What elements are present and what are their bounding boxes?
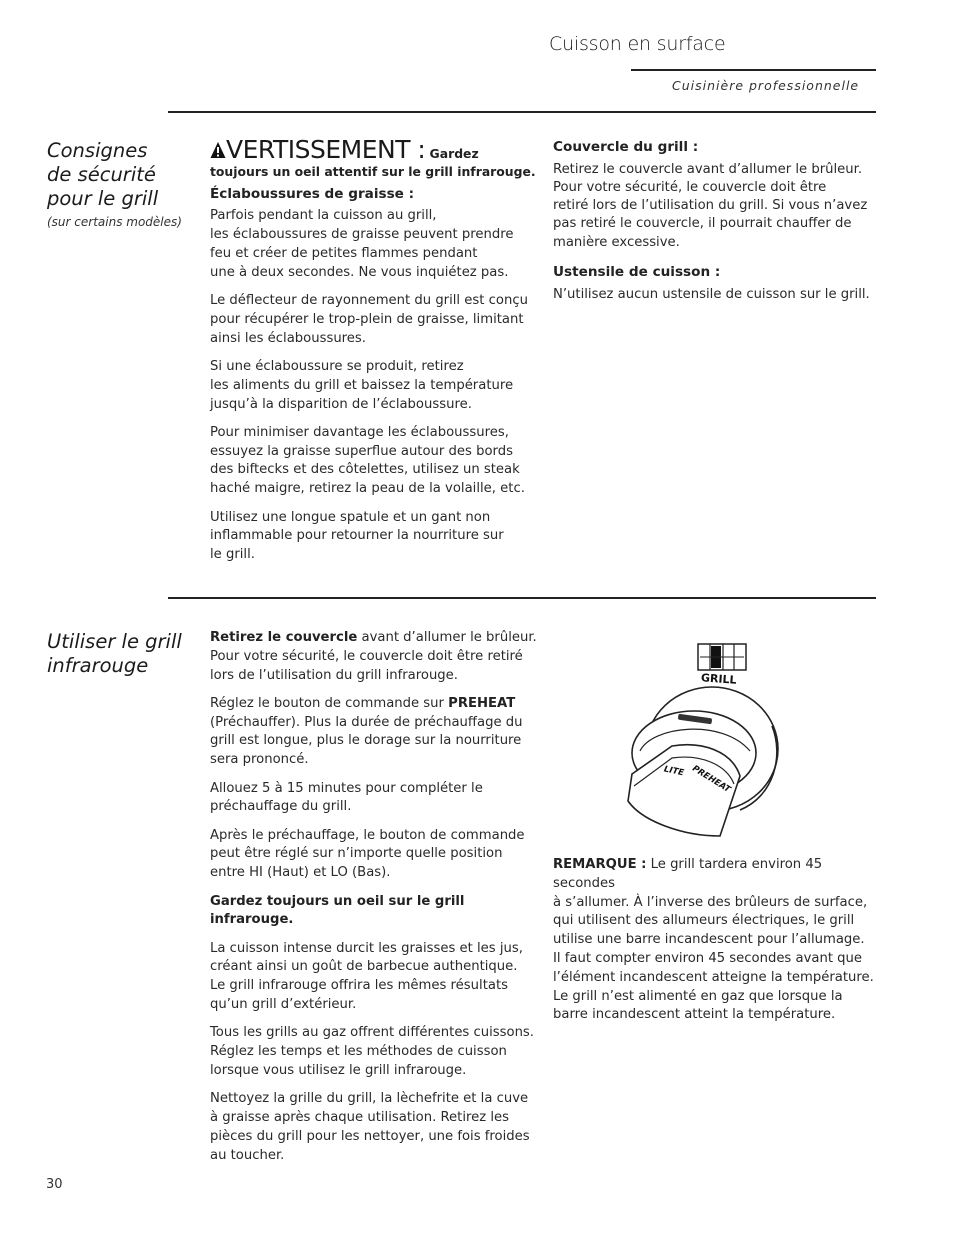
section-divider-1	[168, 111, 876, 113]
grill-indicator-panel	[698, 644, 746, 670]
text-line: Réglez les temps et les méthodes de cuisson	[210, 1044, 507, 1060]
safety-left-column	[210, 137, 540, 574]
header-rule	[631, 69, 876, 71]
text-line: les aliments du grill et baissez la température	[210, 377, 514, 393]
paragraph	[210, 424, 540, 499]
paragraph	[210, 207, 540, 282]
warning-block	[210, 137, 540, 182]
section-title-line: de sécurité	[47, 163, 156, 186]
text-line: Le grill tardera environ 45 secondes	[553, 857, 823, 891]
text-line: Après le préchauffage, le bouton de commande	[210, 827, 525, 843]
text-line: N’utilisez aucun ustensile de cuisson sur le grill.	[553, 286, 870, 302]
text-line: Allouez 5 à 15 minutes pour compléter le	[210, 780, 483, 796]
paragraph	[210, 358, 540, 414]
text-line: Nettoyez la grille du grill, la lèchefrite et la cuve	[210, 1091, 529, 1107]
section-title-line: infrarouge	[47, 654, 149, 677]
section-title-line: Consignes	[47, 139, 148, 162]
text-line: Réglez le bouton de commande sur	[210, 695, 449, 711]
knob-lite-label: LITE	[662, 764, 685, 779]
text-line: avant d’allumer le brûleur.	[357, 630, 537, 645]
text-line: à graisse après chaque utilisation. Retirez les	[210, 1110, 509, 1126]
warning-lead: Gardez	[429, 146, 479, 161]
spatter-heading: Éclaboussures de graisse :	[210, 185, 415, 202]
text-line: Le grill infrarouge offrira les mêmes résultats	[210, 978, 508, 994]
bold-text: Retirez le couvercle	[210, 630, 358, 645]
text-line: Il faut compter environ 45 secondes avant que	[553, 950, 863, 966]
page-header-title: Cuisson en surface	[549, 33, 726, 55]
text-line: au toucher.	[210, 1147, 285, 1163]
text-line: Le déflecteur de rayonnement du grill est conçu	[210, 293, 528, 309]
text-line: retiré lors de l’utilisation du grill. Si vous n’avez	[553, 198, 868, 214]
text-line: (Préchauffer). Plus la durée de préchauffage du	[210, 714, 523, 730]
text-line: les éclaboussures de graisse peuvent prendre	[210, 227, 514, 243]
text-line: peut être réglé sur n’importe quelle position	[210, 846, 503, 862]
text-line: Parfois pendant la cuisson au grill,	[210, 208, 437, 224]
warning-word: VERTISSEMENT :	[226, 135, 426, 164]
text-line: à s’allumer. À l’inverse des brûleurs de surface,	[553, 894, 868, 910]
text-line: des biftecks et des côtelettes, utilisez un steak	[210, 462, 520, 478]
text-line: Utilisez une longue spatule et un gant non	[210, 509, 491, 525]
text-line: Si une éclaboussure se produit, retirez	[210, 358, 464, 374]
text-line: qui utilisent des allumeurs électriques, le grill	[553, 913, 855, 929]
section-title-line: pour le grill	[47, 187, 159, 210]
infrared-note	[553, 856, 883, 1035]
cover-heading: Couvercle du grill :	[553, 139, 699, 155]
panel-label: GRILL	[700, 671, 737, 687]
text-line: Pour votre sécurité, le couvercle doit être	[553, 180, 827, 195]
paragraph	[210, 827, 545, 883]
paragraph	[210, 695, 545, 770]
text-line: lors de l’utilisation du grill infrarouge.	[210, 667, 458, 683]
text-line: préchauffage du grill.	[210, 799, 352, 815]
text-line: feu et créer de petites flammes pendant	[210, 245, 478, 261]
paragraph	[210, 940, 545, 1015]
text-line: Le grill n’est alimenté en gaz que lorsque la	[553, 988, 843, 1004]
bold-text: REMARQUE :	[553, 857, 647, 872]
text-line: pour récupérer le trop-plein de graisse, limitant	[210, 311, 524, 327]
text-line: barre incandescent atteint la température.	[553, 1007, 836, 1023]
paragraph	[553, 161, 883, 252]
utensil-heading: Ustensile de cuisson :	[553, 263, 721, 280]
paragraph	[210, 1090, 545, 1165]
section-title-infrared-grill	[47, 630, 182, 678]
paragraph	[553, 286, 883, 305]
text-line: lorsque vous utilisez le grill infrarouge.	[210, 1062, 467, 1078]
text-line: sera prononcé.	[210, 752, 309, 768]
text-line: créant ainsi un goût de barbecue authentique.	[210, 959, 518, 975]
grill-knob-illustration	[612, 636, 812, 846]
text-line: haché maigre, retirez la peau de la volaille, etc.	[210, 481, 525, 497]
page-header-subtitle: Cuisinière professionnelle	[672, 78, 860, 93]
text-line: jusqu’à la disparition de l’éclaboussure.	[210, 396, 472, 412]
safety-right-column	[553, 138, 883, 314]
text-line: utilise une barre incandescent pour l’allumage.	[553, 932, 865, 948]
page-number: 30	[46, 1177, 63, 1192]
warning-line: toujours un oeil attentif sur le grill infrarouge.	[210, 163, 536, 179]
text-line: La cuisson intense durcit les graisses et les jus,	[210, 940, 523, 956]
text-line: Pour minimiser davantage les éclaboussures,	[210, 424, 509, 440]
paragraph	[210, 780, 545, 818]
models-note: (sur certains modèles)	[47, 215, 182, 229]
bold-text: PREHEAT	[448, 695, 516, 711]
text-line: une à deux secondes. Ne vous inquiétez pas.	[210, 264, 509, 280]
bold-text: Gardez toujours un oeil sur le grill infrarouge.	[210, 893, 465, 928]
text-line: qu’un grill d’extérieur.	[210, 997, 357, 1013]
section-title-grill-safety	[47, 139, 158, 211]
text-line: Pour votre sécurité, le couvercle doit être retiré	[210, 648, 523, 664]
paragraph	[210, 509, 540, 565]
text-line: pas retiré le couvercle, il pourrait chauffer de	[553, 216, 852, 232]
text-line: Retirez le couvercle avant d’allumer le brûleur.	[553, 161, 863, 177]
text-line: Tous les grills au gaz offrent différentes cuissons.	[210, 1025, 534, 1041]
infrared-left-column	[210, 629, 545, 1175]
paragraph	[210, 1024, 545, 1080]
section-title-line: Utiliser le grill	[47, 630, 182, 653]
section-divider-2	[168, 597, 876, 599]
text-line: inflammable pour retourner la nourriture sur	[210, 528, 504, 544]
text-line: ainsi les éclaboussures.	[210, 330, 366, 346]
paragraph	[210, 292, 540, 348]
paragraph	[210, 629, 545, 685]
knob-preheat-label: PREHEAT	[690, 763, 733, 796]
text-line: le grill.	[210, 547, 255, 563]
text-line: l’élément incandescent atteigne la température.	[553, 969, 874, 985]
text-line: essuyez la graisse superflue autour des bords	[210, 443, 513, 459]
text-line: entre HI (Haut) et LO (Bas).	[210, 865, 391, 881]
text-line: pièces du grill pour les nettoyer, une fois froides	[210, 1128, 530, 1144]
text-line: manière excessive.	[553, 234, 680, 250]
knob-body	[628, 687, 778, 836]
text-line: grill est longue, plus le dorage sur la nourriture	[210, 733, 522, 749]
paragraph	[553, 856, 883, 1025]
paragraph	[210, 893, 545, 931]
